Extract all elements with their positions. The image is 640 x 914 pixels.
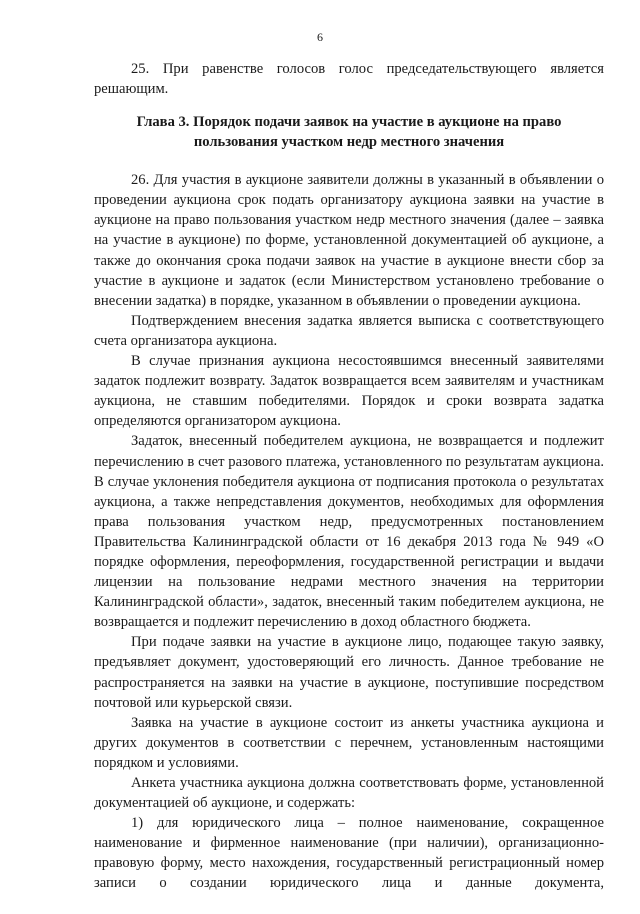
paragraph-25: 25. При равенстве голосов голос председательствующего является решающим.	[94, 61, 604, 98]
chapter-title: Глава 3. Порядок подачи заявок на участие в аукционе на право пользования участком недр местного значения	[136, 114, 562, 150]
paragraph-legal-entity: 1) для юридического лица – полное наименование, сокращенное наименование и фирменное наименование (при наличии), организационно-правовую форму, место нахождения, государственный регистрационный номер записи о создании юридического лица и данные документа,	[94, 815, 604, 892]
paragraph-identity-document: При подаче заявки на участие в аукционе лицо, подающее такую заявку, предъявляет документ, удостоверяющий его личность. Данное требование не распространяется на заявки на участие в аукционе, поступившие посредством почтовой или курьерской связи.	[94, 634, 604, 711]
page-number: 6	[317, 30, 323, 44]
paragraph-application-composition: Заявка на участие в аукционе состоит из анкеты участника аукциона и других документов в соответствии с перечнем, установленным настоящими порядком и условиями.	[94, 714, 604, 771]
paragraph-deposit-confirmation: Подтверждением внесения задатка является выписка с соответствующего счета организатора аукциона.	[94, 312, 604, 349]
paragraph-26: 26. Для участия в аукционе заявители должны в указанный в объявлении о проведении аукциона срок подать организатору аукциона заявки на участие в аукционе на право пользования участком недр местного значения (далее – заявка на участие в аукционе) по форме, установленной документацией об аукционе, а также до окончания срока подачи заявок на участие в аукционе внести сбор за участие в аукционе и задаток (если Министерством установлено требование о внесении задатка) в порядке, указанном в объявлении о проведении аукциона.	[94, 172, 604, 309]
paragraph-deposit-return: В случае признания аукциона несостоявшимся внесенный заявителями задаток подлежит возврату. Задаток возвращается всем заявителям и участникам аукциона, не ставшим победителями. Порядок и сроки возврата задатка определяются организатором аукциона.	[94, 353, 604, 430]
document-body	[94, 59, 604, 914]
paragraph-winner-deposit: Задаток, внесенный победителем аукциона, не возвращается и подлежит перечислению в счет разового платежа, установленного по результатам аукциона. В случае уклонения победителя аукциона от подписания протокола о результатах аукциона, а также непредставления документов, необходимых для оформления права пользования участком недр, предусмотренных постановлением Правительства Калининградской области от 16 декабря 2013 года № 949 «О порядке оформления, переоформления, государственной регистрации и выдачи лицензии на пользование недрами местного значения на территории Калининградской области», задаток, внесенный таким победителем аукциона, не возвращается и подлежит перечислению в доход областного бюджета.	[94, 433, 604, 631]
paragraph-questionnaire: Анкета участника аукциона должна соответствовать форме, установленной документацией об аукционе, и содержать:	[94, 775, 604, 812]
